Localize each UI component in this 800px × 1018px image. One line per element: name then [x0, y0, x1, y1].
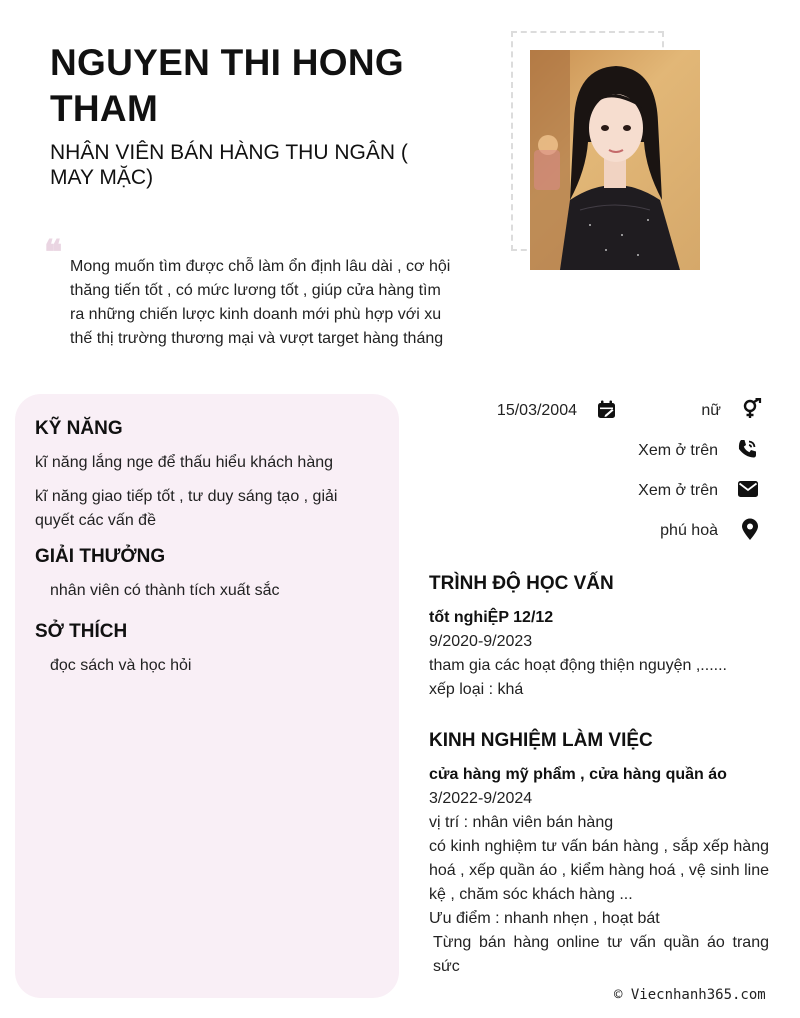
hobby-item: đọc sách và học hỏi — [50, 657, 192, 674]
footer-credit: © Viecnhanh365.com — [614, 987, 766, 1003]
quote-icon: ❝ — [44, 233, 63, 273]
experience-description: có kinh nghiệm tư vấn bán hàng , sắp xếp hàng hoá , xếp quần áo , kiểm hàng hoá , vệ sinh line kệ , chăm sóc khách hàng ... — [429, 838, 769, 903]
experience-role: vị trí : nhân viên bán hàng — [429, 814, 614, 831]
hobbies-title: SỞ THÍCH — [35, 621, 128, 642]
calendar-icon — [596, 399, 618, 421]
experience-company: cửa hàng mỹ phẩm , cửa hàng quần áo — [429, 766, 727, 783]
skill-item: kĩ năng giao tiếp tốt , tư duy sáng tạo , giải quyết các vấn đề — [35, 488, 338, 529]
envelope-icon — [737, 478, 759, 500]
phone-icon — [736, 438, 758, 460]
education-school: tốt nghiỆP 12/12 — [429, 609, 554, 626]
email-value: Xem ở trên — [638, 482, 718, 499]
education-detail: xếp loại : khá — [429, 681, 524, 698]
education-detail: tham gia các hoạt động thiện nguyện ,...... — [429, 657, 727, 674]
education-period: 9/2020-9/2023 — [429, 633, 533, 650]
experience-strengths: Ưu điểm : nhanh nhẹn , hoạt bát — [429, 910, 660, 927]
career-objective: Mong muốn tìm được chỗ làm ổn định lâu dài , cơ hội thăng tiến tốt , có mức lương tốt , giúp cửa hàng tìm ra những chiến lược kinh doanh mới phù hợp với xu thế thị trường thương mại và vượt target hàng tháng — [70, 258, 451, 347]
experience-period: 3/2022-9/2024 — [429, 790, 533, 807]
address-value: phú hoà — [660, 522, 718, 539]
birthday-value: 15/03/2004 — [496, 402, 577, 419]
skills-title: KỸ NĂNG — [35, 418, 123, 439]
profile-photo — [530, 50, 700, 270]
experience-title: KINH NGHIỆM LÀM VIỆC — [429, 730, 653, 751]
map-pin-icon — [739, 518, 761, 540]
gender-icon — [740, 398, 762, 420]
skill-item: kĩ năng lắng nge để thấu hiểu khách hàng — [35, 454, 334, 471]
award-item: nhân viên có thành tích xuất sắc — [50, 582, 280, 599]
gender-value: nữ — [701, 402, 721, 419]
education-title: TRÌNH ĐỘ HỌC VẤN — [429, 573, 614, 594]
phone-value: Xem ở trên — [638, 442, 718, 459]
job-position: NHÂN VIÊN BÁN HÀNG THU NGÂN ( MAY MẶC) — [50, 141, 408, 189]
experience-extra: Từng bán hàng online tư vấn quần áo trang sức — [433, 934, 769, 975]
candidate-name: NGUYEN THI HONG THAM — [50, 42, 404, 129]
awards-title: GIẢI THƯỞNG — [35, 546, 166, 567]
